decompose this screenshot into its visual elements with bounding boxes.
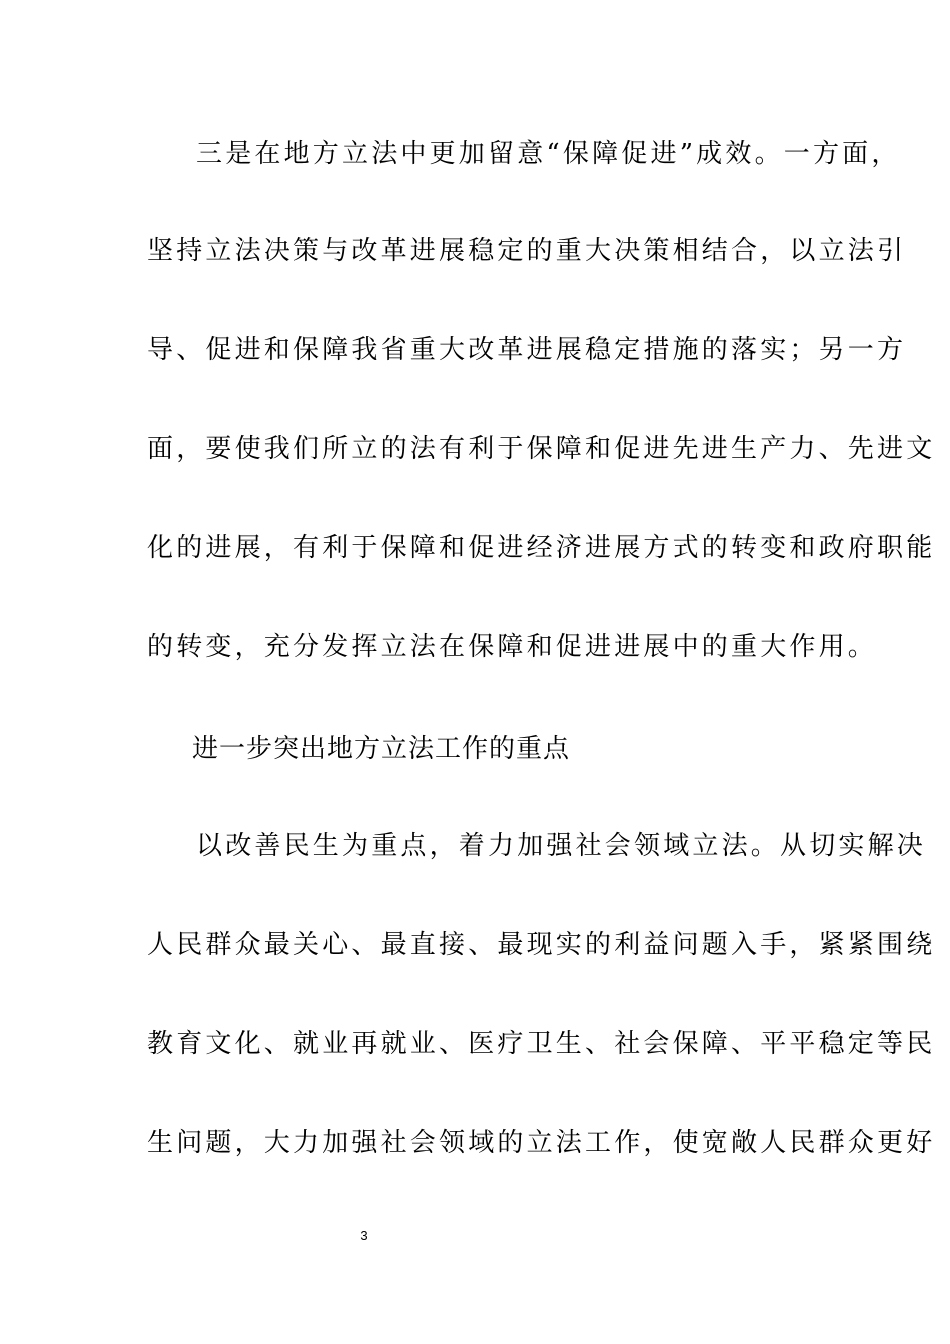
paragraph-line: 以改善民生为重点，着力加强社会领域立法。从切实解决 — [196, 831, 927, 861]
paragraph-line: 的转变，充分发挥立法在保障和促进进展中的重大作用。 — [147, 632, 878, 662]
paragraph-line: 坚持立法决策与改革进展稳定的重大决策相结合，以立法引 — [147, 236, 907, 266]
section-heading: 进一步突出地方立法工作的重点 — [192, 734, 571, 764]
paragraph-line: 三是在地方立法中更加留意“保障促进”成效。一方面， — [196, 139, 901, 169]
paragraph-line: 人民群众最关心、最直接、最现实的利益问题入手，紧紧围绕 — [147, 930, 936, 960]
page-number: 3 — [360, 1228, 368, 1243]
paragraph-line: 化的进展，有利于保障和促进经济进展方式的转变和政府职能 — [147, 533, 936, 563]
paragraph-line: 生问题，大力加强社会领域的立法工作，使宽敞人民群众更好 — [147, 1128, 936, 1158]
paragraph-line: 面，要使我们所立的法有利于保障和促进先进生产力、先进文 — [147, 434, 936, 464]
paragraph-line: 教育文化、就业再就业、医疗卫生、社会保障、平平稳定等民 — [147, 1029, 936, 1059]
paragraph-line: 导、促进和保障我省重大改革进展稳定措施的落实；另一方 — [147, 335, 907, 365]
